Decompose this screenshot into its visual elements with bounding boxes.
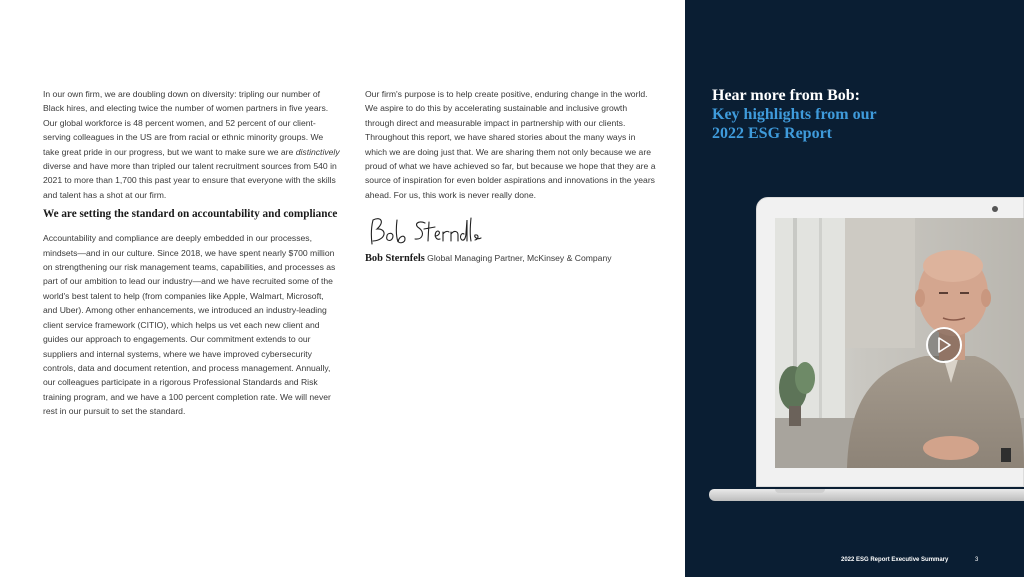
panel-heading-line1: Hear more from Bob: — [712, 87, 860, 104]
play-icon — [937, 337, 951, 353]
panel-heading — [712, 86, 1002, 143]
diversity-emphasis: distinctively — [295, 146, 340, 157]
laptop-base — [709, 489, 1024, 501]
diversity-text-end: diverse and have more than tripled our talent recruitment sources from 540 in 2021 to more than 1,700 this past year to ensure that everyone with the skills and talent has a shot at our firm. — [43, 161, 337, 200]
footer-report-title: 2022 ESG Report Executive Summary — [841, 557, 949, 563]
diversity-text: In our own firm, we are doubling down on diversity: tripling our number of Black hires, and electing twice the number of women partners in five years. Our global workforce is 48 percent women, and 52 percent of our client-serving colleagues in the US are from racial or ethnic minority groups. We take great pride in our progress, but we want to make sure we are — [43, 89, 329, 157]
play-button[interactable] — [926, 327, 962, 363]
diversity-paragraph — [43, 87, 340, 202]
signature-image — [365, 214, 495, 248]
accountability-paragraph: Accountability and compliance are deeply embedded in our processes, mindsets—and in our culture. Since 2018, we have spent nearly $700 million on strengthening our risk management teams, capabilities, and processes as part of our ambition to lead our industry—and we have recruited some of the world's best talent to help (from companies like Apple, Walmart, Microsoft, and Uber). Among other enhancements, we introduced an industry-leading client service framework (CITIO), which helps us vet each new client and guides our approach to engagements. Our commitment extends to our suppliers and internal systems, where we have improved cybersecurity controls, data and document retention, and process management. Annually, our colleagues participate in a rigorous Professional Standards and Risk training program, and we have a 100 percent completion rate. We will never rest in our pursuit to set the standard. — [43, 233, 336, 417]
byline — [365, 251, 657, 266]
accountability-subheading: We are setting the standard on accountability and compliance — [43, 208, 338, 221]
panel-heading-line2: Key highlights from our — [712, 106, 877, 123]
camera-dot — [992, 206, 998, 212]
panel-heading-line3: 2022 ESG Report — [712, 125, 832, 142]
middle-column — [365, 87, 657, 266]
laptop-frame — [756, 197, 1024, 497]
video-thumbnail[interactable] — [775, 218, 1024, 468]
byline-title: Global Managing Partner, McKinsey & Company — [424, 253, 612, 264]
page-number: 3 — [975, 557, 979, 563]
purpose-paragraph: Our firm's purpose is to help create positive, enduring change in the world. We aspire to do this by accelerating sustainable and inclusive growth through direct and measurable impact in partnership with our clients. Throughout this report, we have shared stories about the many ways in which we are doing just that. We are sharing them not only because we are proud of what we have achieved so far, but because we hope that they are a source of inspiration for even bolder aspirations and innovations in the years ahead. For us, this work is never really done. — [365, 89, 656, 200]
video-still-image — [775, 218, 1024, 468]
byline-name: Bob Sternfels — [365, 253, 425, 265]
signature — [365, 214, 657, 248]
laptop-notch — [775, 489, 825, 493]
left-column — [43, 87, 340, 419]
